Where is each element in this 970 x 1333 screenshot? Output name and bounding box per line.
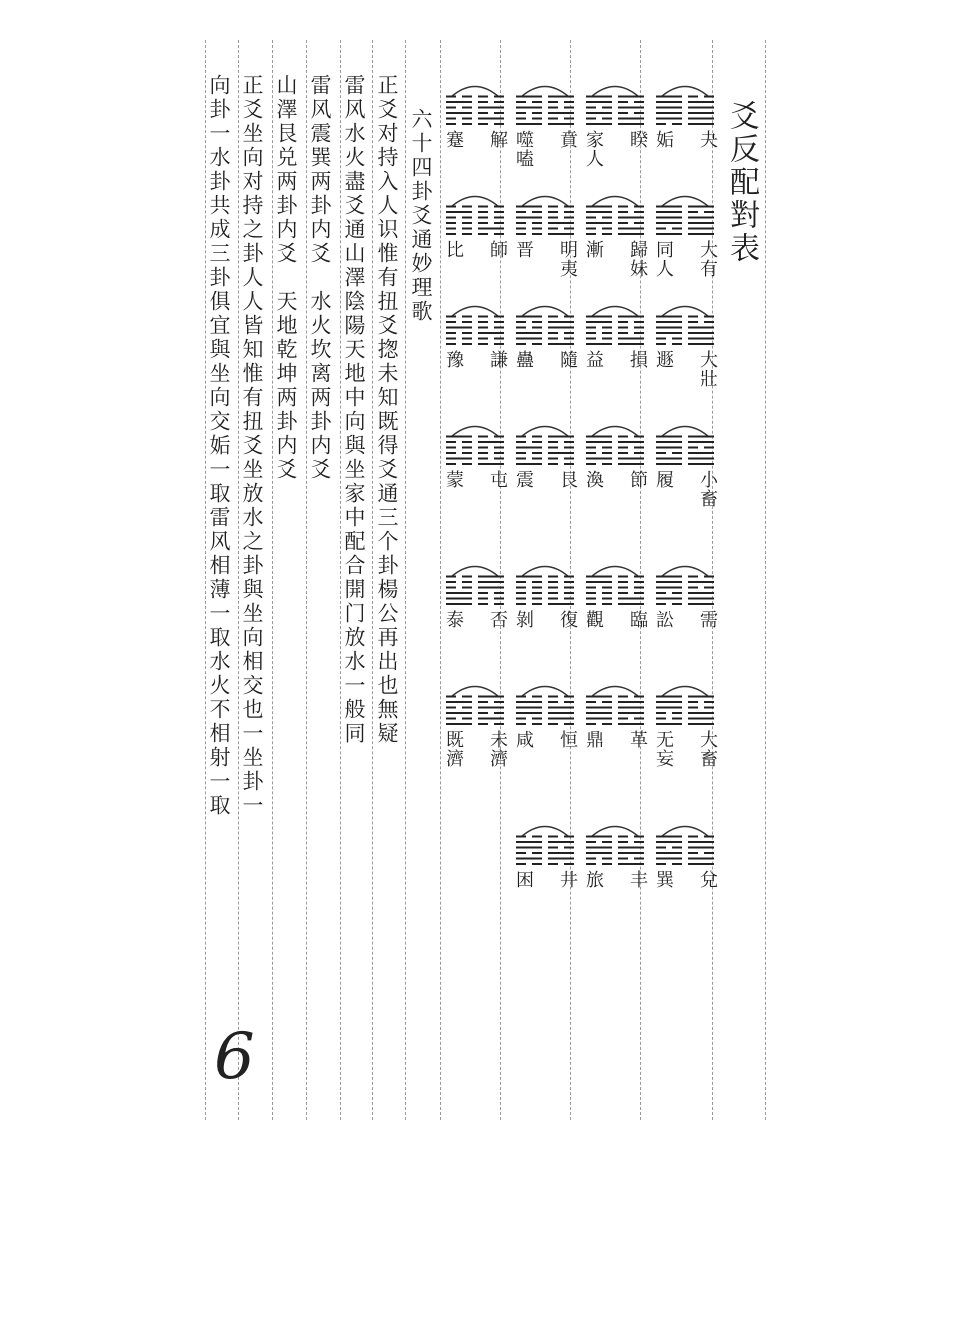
hexagram-name: 鼎	[583, 730, 604, 749]
hexagram-icon	[616, 834, 646, 868]
hexagram-name: 蠱	[513, 350, 534, 369]
hexagram-right	[476, 204, 506, 238]
hexagram-icon	[546, 314, 576, 348]
hexagram-name: 歸妹	[627, 240, 648, 278]
hexagram-name: 姤	[653, 130, 674, 149]
rule-line	[272, 40, 273, 1120]
hexagram-name: 觀	[583, 610, 604, 629]
hexagram-pair	[584, 190, 646, 290]
hexagram-name: 困	[513, 870, 534, 889]
hexagram-icon	[616, 694, 646, 728]
hexagram-left	[654, 434, 684, 468]
rule-line	[372, 40, 373, 1120]
hexagram-pair	[514, 820, 576, 920]
hexagram-name: 豫	[443, 350, 464, 369]
hexagram-pair	[654, 80, 716, 180]
hexagram-name: 屯	[487, 470, 508, 489]
hexagram-right	[686, 574, 716, 608]
rule-line	[340, 40, 341, 1120]
hexagram-pair	[584, 560, 646, 660]
hexagram-icon	[654, 834, 684, 868]
hexagram-name: 大有	[697, 240, 718, 278]
hexagram-right	[546, 434, 576, 468]
hexagram-icon	[584, 204, 614, 238]
hexagram-right	[616, 94, 646, 128]
hexagram-icon	[584, 434, 614, 468]
hexagram-icon	[476, 434, 506, 468]
hexagram-left	[654, 694, 684, 728]
hexagram-name: 丰	[627, 870, 648, 889]
hexagram-icon	[514, 204, 544, 238]
hexagram-pair	[584, 80, 646, 180]
hexagram-icon	[476, 574, 506, 608]
hexagram-icon	[616, 94, 646, 128]
hexagram-name: 家人	[583, 130, 604, 168]
hexagram-icon	[584, 694, 614, 728]
hexagram-left	[514, 314, 544, 348]
hexagram-name: 臨	[627, 610, 648, 629]
hexagram-name: 益	[583, 350, 604, 369]
hexagram-name: 小畜	[697, 470, 718, 508]
hexagram-right	[616, 434, 646, 468]
hexagram-pair	[584, 300, 646, 400]
hexagram-right	[476, 434, 506, 468]
rule-line	[405, 40, 406, 1120]
hexagram-name: 大畜	[697, 730, 718, 768]
hexagram-pair	[514, 190, 576, 290]
hexagram-left	[514, 834, 544, 868]
hexagram-right	[476, 94, 506, 128]
hexagram-icon	[546, 204, 576, 238]
hexagram-name: 未濟	[487, 730, 508, 768]
rule-line	[238, 40, 239, 1120]
hexagram-icon	[654, 204, 684, 238]
rule-line	[306, 40, 307, 1120]
hexagram-name: 井	[557, 870, 578, 889]
hexagram-left	[444, 694, 474, 728]
hexagram-right	[476, 694, 506, 728]
hexagram-pair	[444, 300, 506, 400]
hexagram-name: 明夷	[557, 240, 578, 278]
hexagram-name: 巽	[653, 870, 674, 889]
hexagram-icon	[546, 434, 576, 468]
hexagram-name: 咸	[513, 730, 534, 749]
hexagram-pair	[654, 820, 716, 920]
page-title: 爻反配對表	[724, 100, 759, 265]
hexagram-pair	[514, 680, 576, 780]
hexagram-pair	[584, 820, 646, 920]
hexagram-left	[654, 314, 684, 348]
text-column: 山澤艮兑两卦内爻 天地乾坤两卦内爻	[274, 74, 298, 482]
hexagram-left	[584, 94, 614, 128]
hexagram-name: 遯	[653, 350, 674, 369]
hexagram-name: 比	[443, 240, 464, 259]
hexagram-icon	[616, 434, 646, 468]
hexagram-icon	[444, 574, 474, 608]
hexagram-icon	[476, 94, 506, 128]
hexagram-name: 師	[487, 240, 508, 259]
hexagram-pair	[584, 680, 646, 780]
hexagram-right	[686, 94, 716, 128]
hexagram-name: 泰	[443, 610, 464, 629]
hexagram-icon	[686, 314, 716, 348]
hexagram-name: 兌	[697, 870, 718, 889]
hexagram-right	[616, 694, 646, 728]
hexagram-icon	[444, 94, 474, 128]
hexagram-name: 旅	[583, 870, 604, 889]
hexagram-left	[444, 94, 474, 128]
hexagram-name: 履	[653, 470, 674, 489]
hexagram-icon	[686, 694, 716, 728]
hexagram-right	[616, 834, 646, 868]
hexagram-right	[686, 694, 716, 728]
hexagram-right	[686, 834, 716, 868]
text-column: 向卦一水卦共成三卦俱宜與坐向交姤一取雷风相薄一取水火不相射一取	[207, 74, 231, 818]
rule-line	[205, 40, 206, 1120]
hexagram-name: 无妄	[653, 730, 674, 768]
hexagram-name: 睽	[627, 130, 648, 149]
hexagram-left	[514, 434, 544, 468]
hexagram-icon	[654, 314, 684, 348]
hexagram-right	[616, 204, 646, 238]
hexagram-left	[654, 204, 684, 238]
hexagram-left	[444, 434, 474, 468]
hexagram-name: 損	[627, 350, 648, 369]
hexagram-left	[444, 314, 474, 348]
hexagram-icon	[584, 574, 614, 608]
hexagram-right	[546, 574, 576, 608]
hexagram-pair	[444, 190, 506, 290]
hexagram-name: 漸	[583, 240, 604, 259]
hexagram-icon	[584, 314, 614, 348]
hexagram-left	[654, 834, 684, 868]
hexagram-icon	[476, 204, 506, 238]
hexagram-right	[476, 574, 506, 608]
hexagram-pair	[654, 190, 716, 290]
hexagram-right	[616, 574, 646, 608]
hexagram-icon	[654, 94, 684, 128]
hexagram-icon	[514, 834, 544, 868]
hexagram-name: 解	[487, 130, 508, 149]
hexagram-pair	[654, 300, 716, 400]
hexagram-right	[546, 94, 576, 128]
hexagram-icon	[476, 694, 506, 728]
hexagram-icon	[546, 574, 576, 608]
hexagram-left	[514, 574, 544, 608]
text-column: 雷风震巽两卦内爻 水火坎离两卦内爻	[308, 74, 332, 482]
hexagram-pair	[444, 80, 506, 180]
hexagram-icon	[686, 834, 716, 868]
rule-line	[765, 40, 766, 1120]
hexagram-right	[546, 834, 576, 868]
hexagram-icon	[616, 574, 646, 608]
hexagram-icon	[444, 434, 474, 468]
hexagram-name: 震	[513, 470, 534, 489]
hexagram-left	[654, 574, 684, 608]
hexagram-left	[584, 694, 614, 728]
hexagram-icon	[514, 574, 544, 608]
text-column: 正爻对持入人识惟有扭爻揔未知既得爻通三个卦楊公再出也無疑	[375, 74, 399, 746]
hexagram-icon	[444, 204, 474, 238]
hexagram-name: 謙	[487, 350, 508, 369]
hexagram-right	[476, 314, 506, 348]
hexagram-left	[584, 204, 614, 238]
page-number: 6	[214, 1020, 255, 1094]
hexagram-name: 訟	[653, 610, 674, 629]
hexagram-icon	[546, 834, 576, 868]
text-column: 雷风水火盡爻通山澤陰陽天地中向與坐家中配合開门放水一般同	[342, 74, 366, 746]
hexagram-icon	[654, 694, 684, 728]
hexagram-icon	[444, 314, 474, 348]
hexagram-pair	[514, 560, 576, 660]
hexagram-pair	[654, 560, 716, 660]
hexagram-right	[616, 314, 646, 348]
hexagram-left	[584, 574, 614, 608]
hexagram-icon	[476, 314, 506, 348]
hexagram-icon	[584, 834, 614, 868]
hexagram-name: 革	[627, 730, 648, 749]
hexagram-icon	[654, 574, 684, 608]
hexagram-name: 大壯	[697, 350, 718, 388]
hexagram-right	[686, 434, 716, 468]
hexagram-left	[584, 434, 614, 468]
hexagram-left	[654, 94, 684, 128]
hexagram-name: 蒙	[443, 470, 464, 489]
hexagram-pair	[444, 560, 506, 660]
hexagram-name: 同人	[653, 240, 674, 278]
hexagram-name: 既濟	[443, 730, 464, 768]
hexagram-left	[584, 834, 614, 868]
hexagram-icon	[654, 434, 684, 468]
hexagram-name: 剝	[513, 610, 534, 629]
hexagram-icon	[514, 314, 544, 348]
hexagram-name: 夬	[697, 130, 718, 149]
rule-line	[440, 40, 441, 1120]
hexagram-pair	[514, 300, 576, 400]
hexagram-name: 節	[627, 470, 648, 489]
hexagram-icon	[616, 314, 646, 348]
hexagram-left	[514, 94, 544, 128]
hexagram-right	[686, 204, 716, 238]
hexagram-icon	[686, 434, 716, 468]
hexagram-pair	[584, 420, 646, 520]
hexagram-pair	[514, 420, 576, 520]
hexagram-name: 否	[487, 610, 508, 629]
text-column: 正爻坐向对持之卦人人皆知惟有扭爻坐放水之卦與坐向相交也一坐卦一	[240, 74, 264, 818]
hexagram-icon	[444, 694, 474, 728]
hexagram-left	[514, 694, 544, 728]
hexagram-right	[546, 204, 576, 238]
hexagram-name: 復	[557, 610, 578, 629]
hexagram-icon	[616, 204, 646, 238]
hexagram-left	[444, 204, 474, 238]
hexagram-name: 隨	[557, 350, 578, 369]
hexagram-icon	[686, 204, 716, 238]
hexagram-left	[584, 314, 614, 348]
hexagram-pair	[654, 420, 716, 520]
hexagram-icon	[546, 94, 576, 128]
hexagram-pair	[444, 680, 506, 780]
hexagram-pair	[444, 420, 506, 520]
hexagram-icon	[514, 94, 544, 128]
hexagram-right	[546, 694, 576, 728]
hexagram-name: 蹇	[443, 130, 464, 149]
hexagram-right	[686, 314, 716, 348]
song-title: 六十四卦爻通妙理歌	[409, 108, 433, 324]
hexagram-right	[546, 314, 576, 348]
hexagram-name: 恒	[557, 730, 578, 749]
hexagram-left	[444, 574, 474, 608]
hexagram-icon	[514, 434, 544, 468]
hexagram-icon	[546, 694, 576, 728]
hexagram-name: 晋	[513, 240, 534, 259]
hexagram-icon	[584, 94, 614, 128]
hexagram-name: 需	[697, 610, 718, 629]
hexagram-name: 艮	[557, 470, 578, 489]
hexagram-name: 噬嗑	[513, 130, 534, 168]
hexagram-name: 賁	[557, 130, 578, 149]
hexagram-pair	[654, 680, 716, 780]
hexagram-pair	[514, 80, 576, 180]
hexagram-icon	[686, 94, 716, 128]
hexagram-left	[514, 204, 544, 238]
hexagram-icon	[514, 694, 544, 728]
hexagram-icon	[686, 574, 716, 608]
hexagram-name: 渙	[583, 470, 604, 489]
